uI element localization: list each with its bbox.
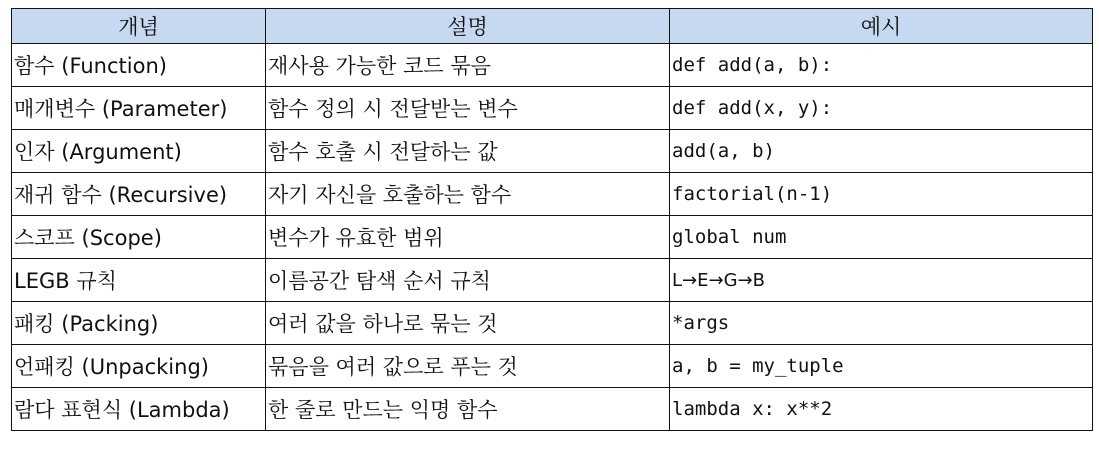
concept-cell: 매개변수 (Parameter) bbox=[12, 87, 266, 130]
description-cell: 묶음을 여러 값으로 푸는 것 bbox=[266, 345, 670, 388]
description-cell: 자기 자신을 호출하는 함수 bbox=[266, 173, 670, 216]
description-cell: 한 줄로 만드는 익명 함수 bbox=[266, 388, 670, 431]
header-concept: 개념 bbox=[12, 9, 266, 44]
table-row bbox=[12, 130, 1093, 173]
table-row bbox=[12, 173, 1093, 216]
concept-cell: 인자 (Argument) bbox=[12, 130, 266, 173]
description-cell: 이름공간 탐색 순서 규칙 bbox=[266, 259, 670, 302]
concept-table-container bbox=[11, 8, 1092, 431]
description-cell: 재사용 가능한 코드 묶음 bbox=[266, 44, 670, 87]
example-cell: factorial(n-1) bbox=[670, 173, 1093, 216]
table-row bbox=[12, 216, 1093, 259]
table-row bbox=[12, 259, 1093, 302]
example-cell: def add(x, y): bbox=[670, 87, 1093, 130]
table-body bbox=[12, 44, 1093, 431]
example-cell: L→E→G→B bbox=[670, 259, 1093, 302]
concept-cell: 람다 표현식 (Lambda) bbox=[12, 388, 266, 431]
table-row bbox=[12, 87, 1093, 130]
header-row bbox=[12, 9, 1093, 44]
example-cell: def add(a, b): bbox=[670, 44, 1093, 87]
example-cell: add(a, b) bbox=[670, 130, 1093, 173]
header-description: 설명 bbox=[266, 9, 670, 44]
concept-cell: LEGB 규칙 bbox=[12, 259, 266, 302]
example-cell: lambda x: x**2 bbox=[670, 388, 1093, 431]
description-cell: 함수 정의 시 전달받는 변수 bbox=[266, 87, 670, 130]
example-cell: global num bbox=[670, 216, 1093, 259]
table-header bbox=[12, 9, 1093, 44]
description-cell: 함수 호출 시 전달하는 값 bbox=[266, 130, 670, 173]
concept-cell: 패킹 (Packing) bbox=[12, 302, 266, 345]
table-row bbox=[12, 44, 1093, 87]
table-row bbox=[12, 345, 1093, 388]
concept-table bbox=[11, 8, 1093, 431]
header-example: 예시 bbox=[670, 9, 1093, 44]
description-cell: 변수가 유효한 범위 bbox=[266, 216, 670, 259]
example-cell: a, b = my_tuple bbox=[670, 345, 1093, 388]
table-row bbox=[12, 388, 1093, 431]
concept-cell: 언패킹 (Unpacking) bbox=[12, 345, 266, 388]
concept-cell: 함수 (Function) bbox=[12, 44, 266, 87]
table-row bbox=[12, 302, 1093, 345]
description-cell: 여러 값을 하나로 묶는 것 bbox=[266, 302, 670, 345]
example-cell: *args bbox=[670, 302, 1093, 345]
concept-cell: 스코프 (Scope) bbox=[12, 216, 266, 259]
concept-cell: 재귀 함수 (Recursive) bbox=[12, 173, 266, 216]
